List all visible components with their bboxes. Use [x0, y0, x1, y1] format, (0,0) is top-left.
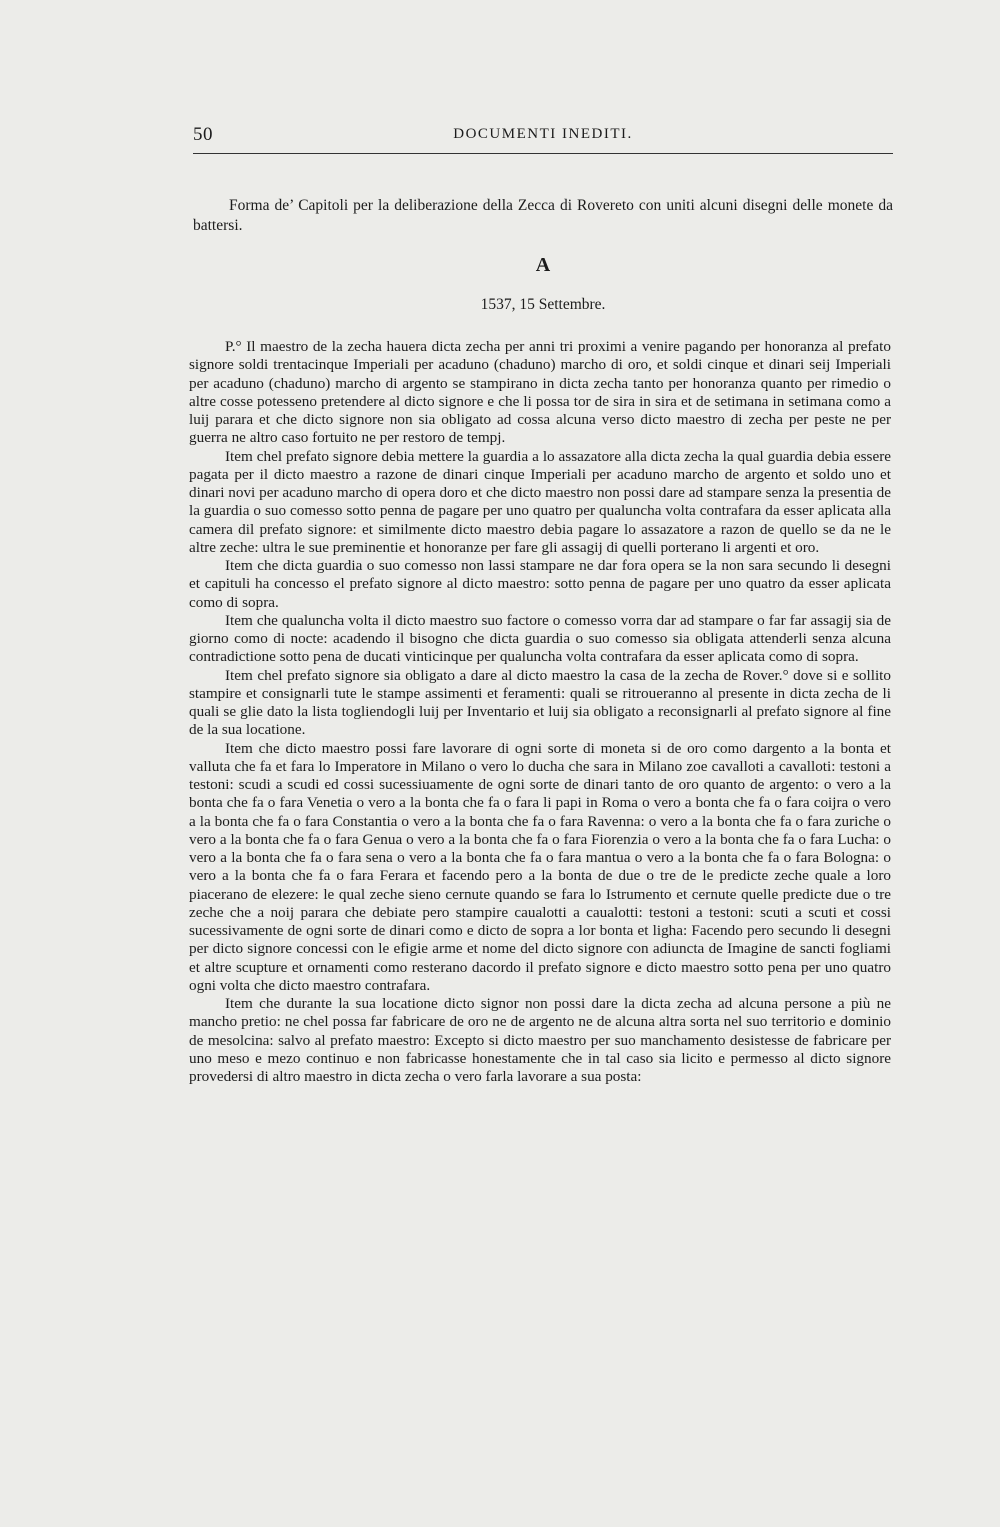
section-letter: A	[535, 254, 551, 276]
paragraph: Item chel prefato signore sia obligato a dare al dicto maestro la casa de la zecha de Rover.° dove si e sollito stampire et consignarli tute le stampe assimenti et feramenti: quali se ritroueranno al presente in dicta zecha de li quali se glie dato la lista togliendogli luij per Inventario et luij sia obligato a reconsignarli al prefato signore al fine de la sua locatione.	[189, 666, 891, 739]
paragraph: Item che dicta guardia o suo comesso non lassi stampare ne dar fora opera se la non sara secundo li desegni et capituli ha concesso el prefato signore al dicto maestro: sotto penna de pagare per uno quatro da esser aplicata como di sopra.	[189, 557, 891, 611]
running-title: DOCUMENTI INEDITI.	[453, 126, 633, 142]
paragraph: Item chel prefato signore debia mettere la guardia a lo assazatore alla dicta zecha la qual guardia debia essere pagata per il dicto maestro a razone de dinari cinque Imperiali per acaduno marcho de argento et soldo uno et dinari novi per acaduno marcho di opera doro et che dicto maestro non possi dare ad stampare senza la presentia de la guardia o suo comesso sotto penna de pagare per uno quatro per qualuncha volta contrafara da esser aplicata alla camera dil prefato signore: et similmente dicto maestro debia pagare lo assazatore a razon de quello se da ne le altre zeche: ultra le sue preminentie et honoranze per fare gli assagij di quelli porterano li argenti et oro.	[189, 447, 891, 556]
paragraph: P.° Il maestro de la zecha hauera dicta zecha per anni tri proximi a venire pagando per honoranza al prefato signore soldi trentacinque Imperiali per acaduno (chaduno) marcho di oro, et soldi cinque et dinari seij Imperiali per acaduno (chaduno) marcho di argento se stampirano in dicta zecha tanto per honoranza quanto per rimedio o altre cosse potesseno pretendere al dicto signore e che li possa tor de sira in sira et de setimana in setimana como a luij parara et che dicto signore non sia obligato ad cossa alcuna verso dicto maestro di zecha per peste ne per guerra ne altro caso fortuito ne per restoro de tempj.	[189, 338, 891, 447]
page-header	[193, 124, 893, 148]
document-body	[189, 338, 891, 1086]
intro-caption: Forma de’ Capitoli per la deliberazione della Zecca di Rovereto con uniti alcuni disegni delle monete da battersi.	[193, 197, 893, 234]
page-number: 50	[193, 124, 213, 145]
paragraph: Item che qualuncha volta il dicto maestro suo factore o comesso vorra dar ad stampare o far far assagij sia de giorno como di nocte: acadendo il bisogno che dicta guardia o suo comesso sia obligata attenderli senza alcuna contradictione sotto pena de ducati vinticinque per qualuncha volta contrafara da esser aplicata como di sopra.	[189, 611, 891, 666]
document-date: 1537, 15 Settembre.	[480, 296, 606, 313]
paragraph: Item che dicto maestro possi fare lavorare di ogni sorte di moneta si de oro como dargento a la bonta et valluta che fa et fara lo Imperatore in Milano o vero lo ducha che sara in Milano zoe cavalloti a cavalloti: testoni a testoni: scudi a scudi ed cossi sucessiuamente de ogni sorte de dinari tanto de oro quanto de argento: o vero a la bonta che fa o fara Venetia o vero a la bonta che fa o fara li papi in Roma o vero a bonta che fa o fara coijra o vero a la bonta che fa o fara Constantia o vero a la bonta che fa o fara Ravenna: o vero a la bonta che fa o fara zuriche o vero a la bonta che fa o fara Genua o vero a la bonta che fa o fara Fiorenzia o vero a la bonta che fa o fara Lucha: o vero a la bonta che fa o fara sena o vero a la bonta che fa o fara mantua o vero a la bonta che fa o fara Bologna: o vero a la bonta che fa o fara Ferara et facendo pero a la bonta de due o tre de le predicte zeche quale a loro piacerano de elezere: le qual zeche sieno cernute quando se fara lo Istrumento et cernute quelle predicte due o tre zeche che a noij parara che debiate pero stampire caualotti a caualotti: testoni a testoni: scuti a scuti et cossi sucessivamente de ogni sorte de dinari como e dicto de sopra a lor bonta et ligha: Facendo pero secundo li desegni per dicto signore concessi con le efigie arme et nome del dicto signore con adiuncta de Imagine de sancti fogliami et altre scupture et ornamenti como resterano dacordo il prefato signore e dicto maestro sotto pena per uno quatro ogni volta che dicto maestro contrafara.	[189, 739, 891, 994]
paragraph: Item che durante la sua locatione dicto signor non possi dare la dicta zecha ad alcuna persone a più ne mancho pretio: ne chel possa far fabricare de oro ne de argento ne de alcuna altra sorta nel suo territorio e dominio de mesolcina: salvo al prefato maestro: Excepto si dicto maestro per suo manchamento desistesse de fabricare per uno meso e mezo continuo e non fabricasse honestamente che in tal caso sia licito e permesso al dicto signore provedersi di altro maestro in dicta zecha o vero farla lavorare a sua posta:	[189, 995, 891, 1085]
header-rule	[193, 153, 893, 154]
